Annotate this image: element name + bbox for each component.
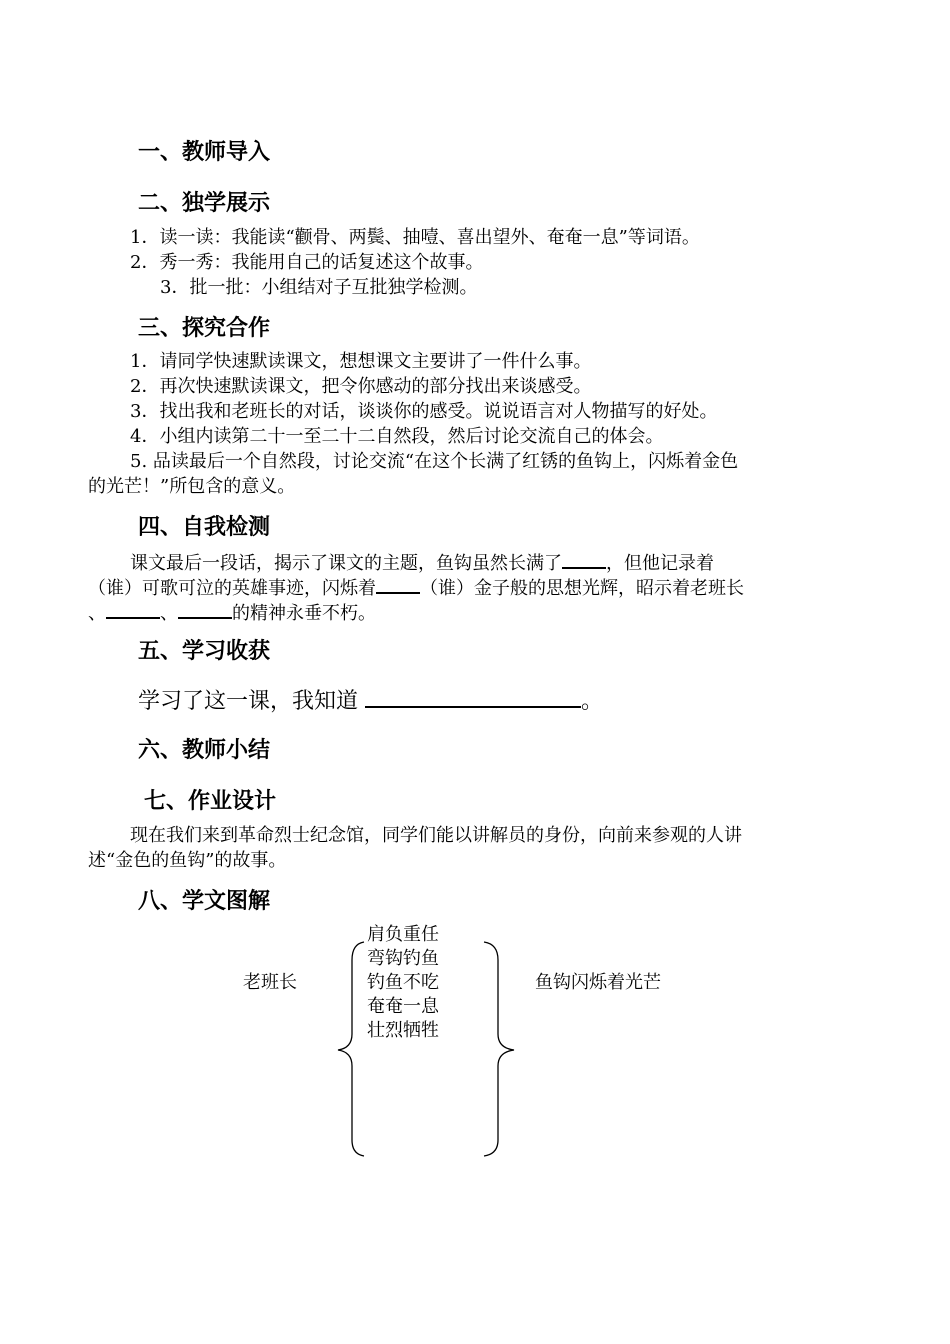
section-title-self-check: 四、自我检测 — [138, 515, 271, 540]
list-item: 2．秀一秀：我能用自己的话复述这个故事。 — [130, 252, 484, 273]
fill-text: （谁）金子般的思想光辉，昭示着老班长 — [420, 578, 744, 599]
section-title-learning-gains: 五、学习收获 — [138, 639, 271, 664]
section-title-inquiry: 三、探究合作 — [138, 316, 271, 341]
list-item: 4．小组内读第二十一至二十二自然段，然后讨论交流自己的体会。 — [130, 426, 664, 447]
diagram-middle-item: 弯钩钓鱼 — [367, 948, 439, 969]
section-title-diagram: 八、学文图解 — [138, 889, 271, 914]
diagram-right-label: 鱼钩闪烁着光芒 — [535, 972, 661, 993]
list-item-continuation: 的光芒！”所包含的意义。 — [88, 476, 296, 497]
section-title-self-study: 二、独学展示 — [138, 191, 271, 216]
diagram-middle-item: 肩负重任 — [367, 924, 439, 945]
list-item: 1．读一读：我能读“颧骨、两鬓、抽噎、喜出望外、奄奄一息”等词语。 — [130, 227, 700, 248]
section-title-teacher-summary: 六、教师小结 — [138, 738, 271, 763]
fill-text: ，但他记录着 — [606, 553, 714, 574]
list-item: 1．请同学快速默读课文，想想课文主要讲了一件什么事。 — [130, 351, 592, 372]
diagram-middle-item: 壮烈牺牲 — [367, 1020, 439, 1041]
list-item: 5. 品读最后一个自然段，讨论交流“在这个长满了红锈的鱼钩上，闪烁着金色 — [130, 451, 739, 472]
list-item: 2．再次快速默读课文，把令你感动的部分找出来谈感受。 — [130, 376, 592, 397]
right-brace — [484, 942, 514, 1156]
list-item: 3．批一批：小组结对子互批独学检测。 — [160, 277, 478, 298]
gains-text: 学习了这一课，我知道 — [138, 689, 359, 714]
left-brace — [338, 942, 364, 1156]
diagram-middle-item: 奄奄一息 — [367, 996, 439, 1017]
fill-text: 的精神永垂不朽。 — [232, 603, 376, 624]
diagram-left-label: 老班长 — [243, 972, 297, 993]
fill-text: 课文最后一段话，揭示了课文的主题，鱼钩虽然长满了 — [130, 553, 562, 574]
list-item: 3．找出我和老班长的对话，谈谈你的感受。说说语言对人物描写的好处。 — [130, 401, 718, 422]
section-title-homework: 七、作业设计 — [144, 789, 277, 814]
homework-text: 现在我们来到革命烈士纪念馆，同学们能以讲解员的身份，向前来参观的人讲 — [130, 825, 742, 846]
diagram-middle-item: 钓鱼不吃 — [367, 972, 439, 993]
fill-text: （谁）可歌可泣的英雄事迹，闪烁着 — [88, 578, 376, 599]
fill-text: 、 — [88, 603, 106, 624]
gains-end: 。 — [581, 689, 604, 714]
section-title-teacher-intro: 一、教师导入 — [138, 140, 271, 165]
fill-text: 、 — [160, 603, 178, 624]
homework-text-continuation: 述“金色的鱼钩”的故事。 — [88, 850, 287, 871]
